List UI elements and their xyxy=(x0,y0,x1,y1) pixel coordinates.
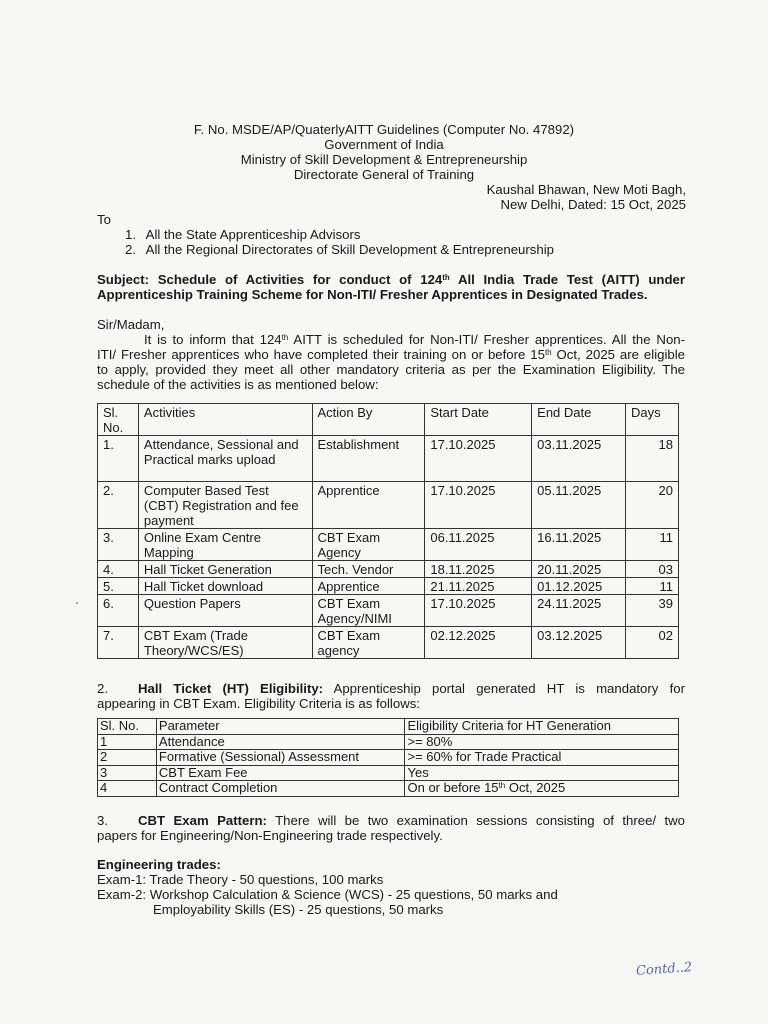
cell-end: 05.11.2025 xyxy=(532,482,626,529)
cell-days: 18 xyxy=(626,436,679,482)
header-start-date: Start Date xyxy=(425,404,532,436)
cell-end: 01.12.2025 xyxy=(532,578,626,595)
cell-end: 20.11.2025 xyxy=(532,561,626,578)
exam-2-line: Exam-2: Workshop Calculation & Science (WCS) - 25 questions, 50 marks and xyxy=(97,887,558,902)
cell-sl: 3 xyxy=(98,765,157,781)
paragraph-line: ITI/ Fresher apprentices who have completed their training on or before 15th Oct, 2025 are eligible xyxy=(97,347,685,362)
recipient-item xyxy=(125,242,554,257)
cell-sl: 4. xyxy=(98,561,139,578)
cell-activity: Hall Ticket Generation xyxy=(138,561,312,578)
cell-start: 17.10.2025 xyxy=(425,436,532,482)
table-row xyxy=(98,561,679,578)
cell-action: Establishment xyxy=(312,436,425,482)
table-row xyxy=(98,734,679,750)
cell-parameter: Formative (Sessional) Assessment xyxy=(156,750,405,766)
paragraph-line: schedule of the activities is as mentioned below: xyxy=(97,377,379,392)
section-2-line-2: appearing in CBT Exam. Eligibility Criteria is as follows: xyxy=(97,696,420,711)
subject-line-1: Subject: Schedule of Activities for conduct of 124th All India Trade Test (AITT) under xyxy=(97,272,685,287)
cell-sl: 4 xyxy=(98,781,157,797)
section-heading: Hall Ticket (HT) Eligibility: xyxy=(138,681,324,696)
to-label: To xyxy=(97,212,111,227)
directorate-name: Directorate General of Training xyxy=(293,167,475,182)
cell-action: Apprentice xyxy=(312,578,425,595)
scan-speck xyxy=(76,602,78,604)
recipient-number: 2. xyxy=(125,242,136,257)
header-criteria: Eligibility Criteria for HT Generation xyxy=(405,719,679,735)
cell-sl: 3. xyxy=(98,529,139,561)
cell-sl: 2 xyxy=(98,750,157,766)
cell-days: 03 xyxy=(626,561,679,578)
salutation: Sir/Madam, xyxy=(97,317,165,332)
table-row xyxy=(98,765,679,781)
cell-days: 20 xyxy=(626,482,679,529)
table-row xyxy=(98,482,679,529)
table-row xyxy=(98,627,679,659)
cell-action: CBT Exam Agency xyxy=(312,529,425,561)
recipient-text: All the State Apprenticeship Advisors xyxy=(145,227,361,242)
cell-days: 39 xyxy=(626,595,679,627)
cell-sl: 2. xyxy=(98,482,139,529)
section-number: 3. xyxy=(97,813,108,828)
cell-action: Tech. Vendor xyxy=(312,561,425,578)
exam-2-continuation: Employability Skills (ES) - 25 questions, 50 marks xyxy=(153,902,444,917)
recipient-text: All the Regional Directorates of Skill Development & Entrepreneurship xyxy=(145,242,554,257)
recipient-item xyxy=(125,227,360,242)
cell-criteria: Yes xyxy=(405,765,679,781)
cell-activity: Hall Ticket download xyxy=(138,578,312,595)
section-heading: CBT Exam Pattern: xyxy=(138,813,267,828)
header-end-date: End Date xyxy=(532,404,626,436)
cell-sl: 6. xyxy=(98,595,139,627)
cell-sl: 1. xyxy=(98,436,139,482)
cell-end: 24.11.2025 xyxy=(532,595,626,627)
table-row xyxy=(98,750,679,766)
cell-end: 03.11.2025 xyxy=(532,436,626,482)
cell-activity: Computer Based Test (CBT) Registration and fee payment xyxy=(138,482,312,529)
cell-criteria: On or before 15th Oct, 2025 xyxy=(405,781,679,797)
section-2-line-1: 2. Hall Ticket (HT) Eligibility: Apprenticeship portal generated HT is mandatory for xyxy=(97,681,685,696)
paragraph-line: to apply, provided they meet all other mandatory criteria as per the Examination Eligibility. The xyxy=(97,362,685,377)
cell-start: 21.11.2025 xyxy=(425,578,532,595)
cell-activity: Online Exam Centre Mapping xyxy=(138,529,312,561)
cell-end: 03.12.2025 xyxy=(532,627,626,659)
cell-end: 16.11.2025 xyxy=(532,529,626,561)
cell-parameter: CBT Exam Fee xyxy=(156,765,405,781)
header-sl: Sl. No. xyxy=(98,719,157,735)
cell-sl: 5. xyxy=(98,578,139,595)
cell-days: 11 xyxy=(626,529,679,561)
cell-days: 02 xyxy=(626,627,679,659)
issue-date: New Delhi, Dated: 15 Oct, 2025 xyxy=(500,197,686,212)
header-action-by: Action By xyxy=(312,404,425,436)
header-sl: Sl. No. xyxy=(98,404,139,436)
cell-start: 18.11.2025 xyxy=(425,561,532,578)
subject-line-2: Apprenticeship Training Scheme for Non-ITI/ Fresher Apprentices in Designated Trades. xyxy=(97,287,648,302)
cell-parameter: Attendance xyxy=(156,734,405,750)
table-header-row xyxy=(98,719,679,735)
cell-start: 02.12.2025 xyxy=(425,627,532,659)
section-3-line-2: papers for Engineering/Non-Engineering trade respectively. xyxy=(97,828,443,843)
table-row xyxy=(98,781,679,797)
file-number: F. No. MSDE/AP/QuaterlyAITT Guidelines (Computer No. 47892) xyxy=(193,122,575,137)
cell-days: 11 xyxy=(626,578,679,595)
recipient-number: 1. xyxy=(125,227,136,242)
section-3-line-1: 3. CBT Exam Pattern: There will be two examination sessions consisting of three/ two xyxy=(97,813,685,828)
cell-start: 06.11.2025 xyxy=(425,529,532,561)
exam-1-line: Exam-1: Trade Theory - 50 questions, 100 marks xyxy=(97,872,384,887)
handwritten-contd-note: Contd..2 xyxy=(635,960,693,979)
table-header-row xyxy=(98,404,679,436)
cell-start: 17.10.2025 xyxy=(425,482,532,529)
table-row xyxy=(98,529,679,561)
cell-sl: 1 xyxy=(98,734,157,750)
cell-activity: Question Papers xyxy=(138,595,312,627)
header-activities: Activities xyxy=(138,404,312,436)
paragraph-line: It is to inform that 124th AITT is scheduled for Non-ITI/ Fresher apprentices. All the Non- xyxy=(144,332,685,347)
section-number: 2. xyxy=(97,681,108,696)
cell-action: CBT Exam Agency/NIMI xyxy=(312,595,425,627)
cell-action: CBT Exam agency xyxy=(312,627,425,659)
schedule-table xyxy=(97,403,679,659)
table-row xyxy=(98,578,679,595)
eligibility-table xyxy=(97,718,679,797)
engineering-heading: Engineering trades: xyxy=(97,857,221,872)
cell-action: Apprentice xyxy=(312,482,425,529)
cell-activity: CBT Exam (Trade Theory/WCS/ES) xyxy=(138,627,312,659)
cell-sl: 7. xyxy=(98,627,139,659)
office-address: Kaushal Bhawan, New Moti Bagh, xyxy=(486,182,686,197)
header-days: Days xyxy=(626,404,679,436)
table-row xyxy=(98,436,679,482)
cell-criteria: >= 80% xyxy=(405,734,679,750)
cell-activity: Attendance, Sessional and Practical marks upload xyxy=(138,436,312,482)
ministry-name: Ministry of Skill Development & Entrepreneurship xyxy=(240,152,528,167)
table-row xyxy=(98,595,679,627)
cell-parameter: Contract Completion xyxy=(156,781,405,797)
header-parameter: Parameter xyxy=(156,719,405,735)
cell-start: 17.10.2025 xyxy=(425,595,532,627)
cell-criteria: >= 60% for Trade Practical xyxy=(405,750,679,766)
government-name: Government of India xyxy=(324,137,444,152)
